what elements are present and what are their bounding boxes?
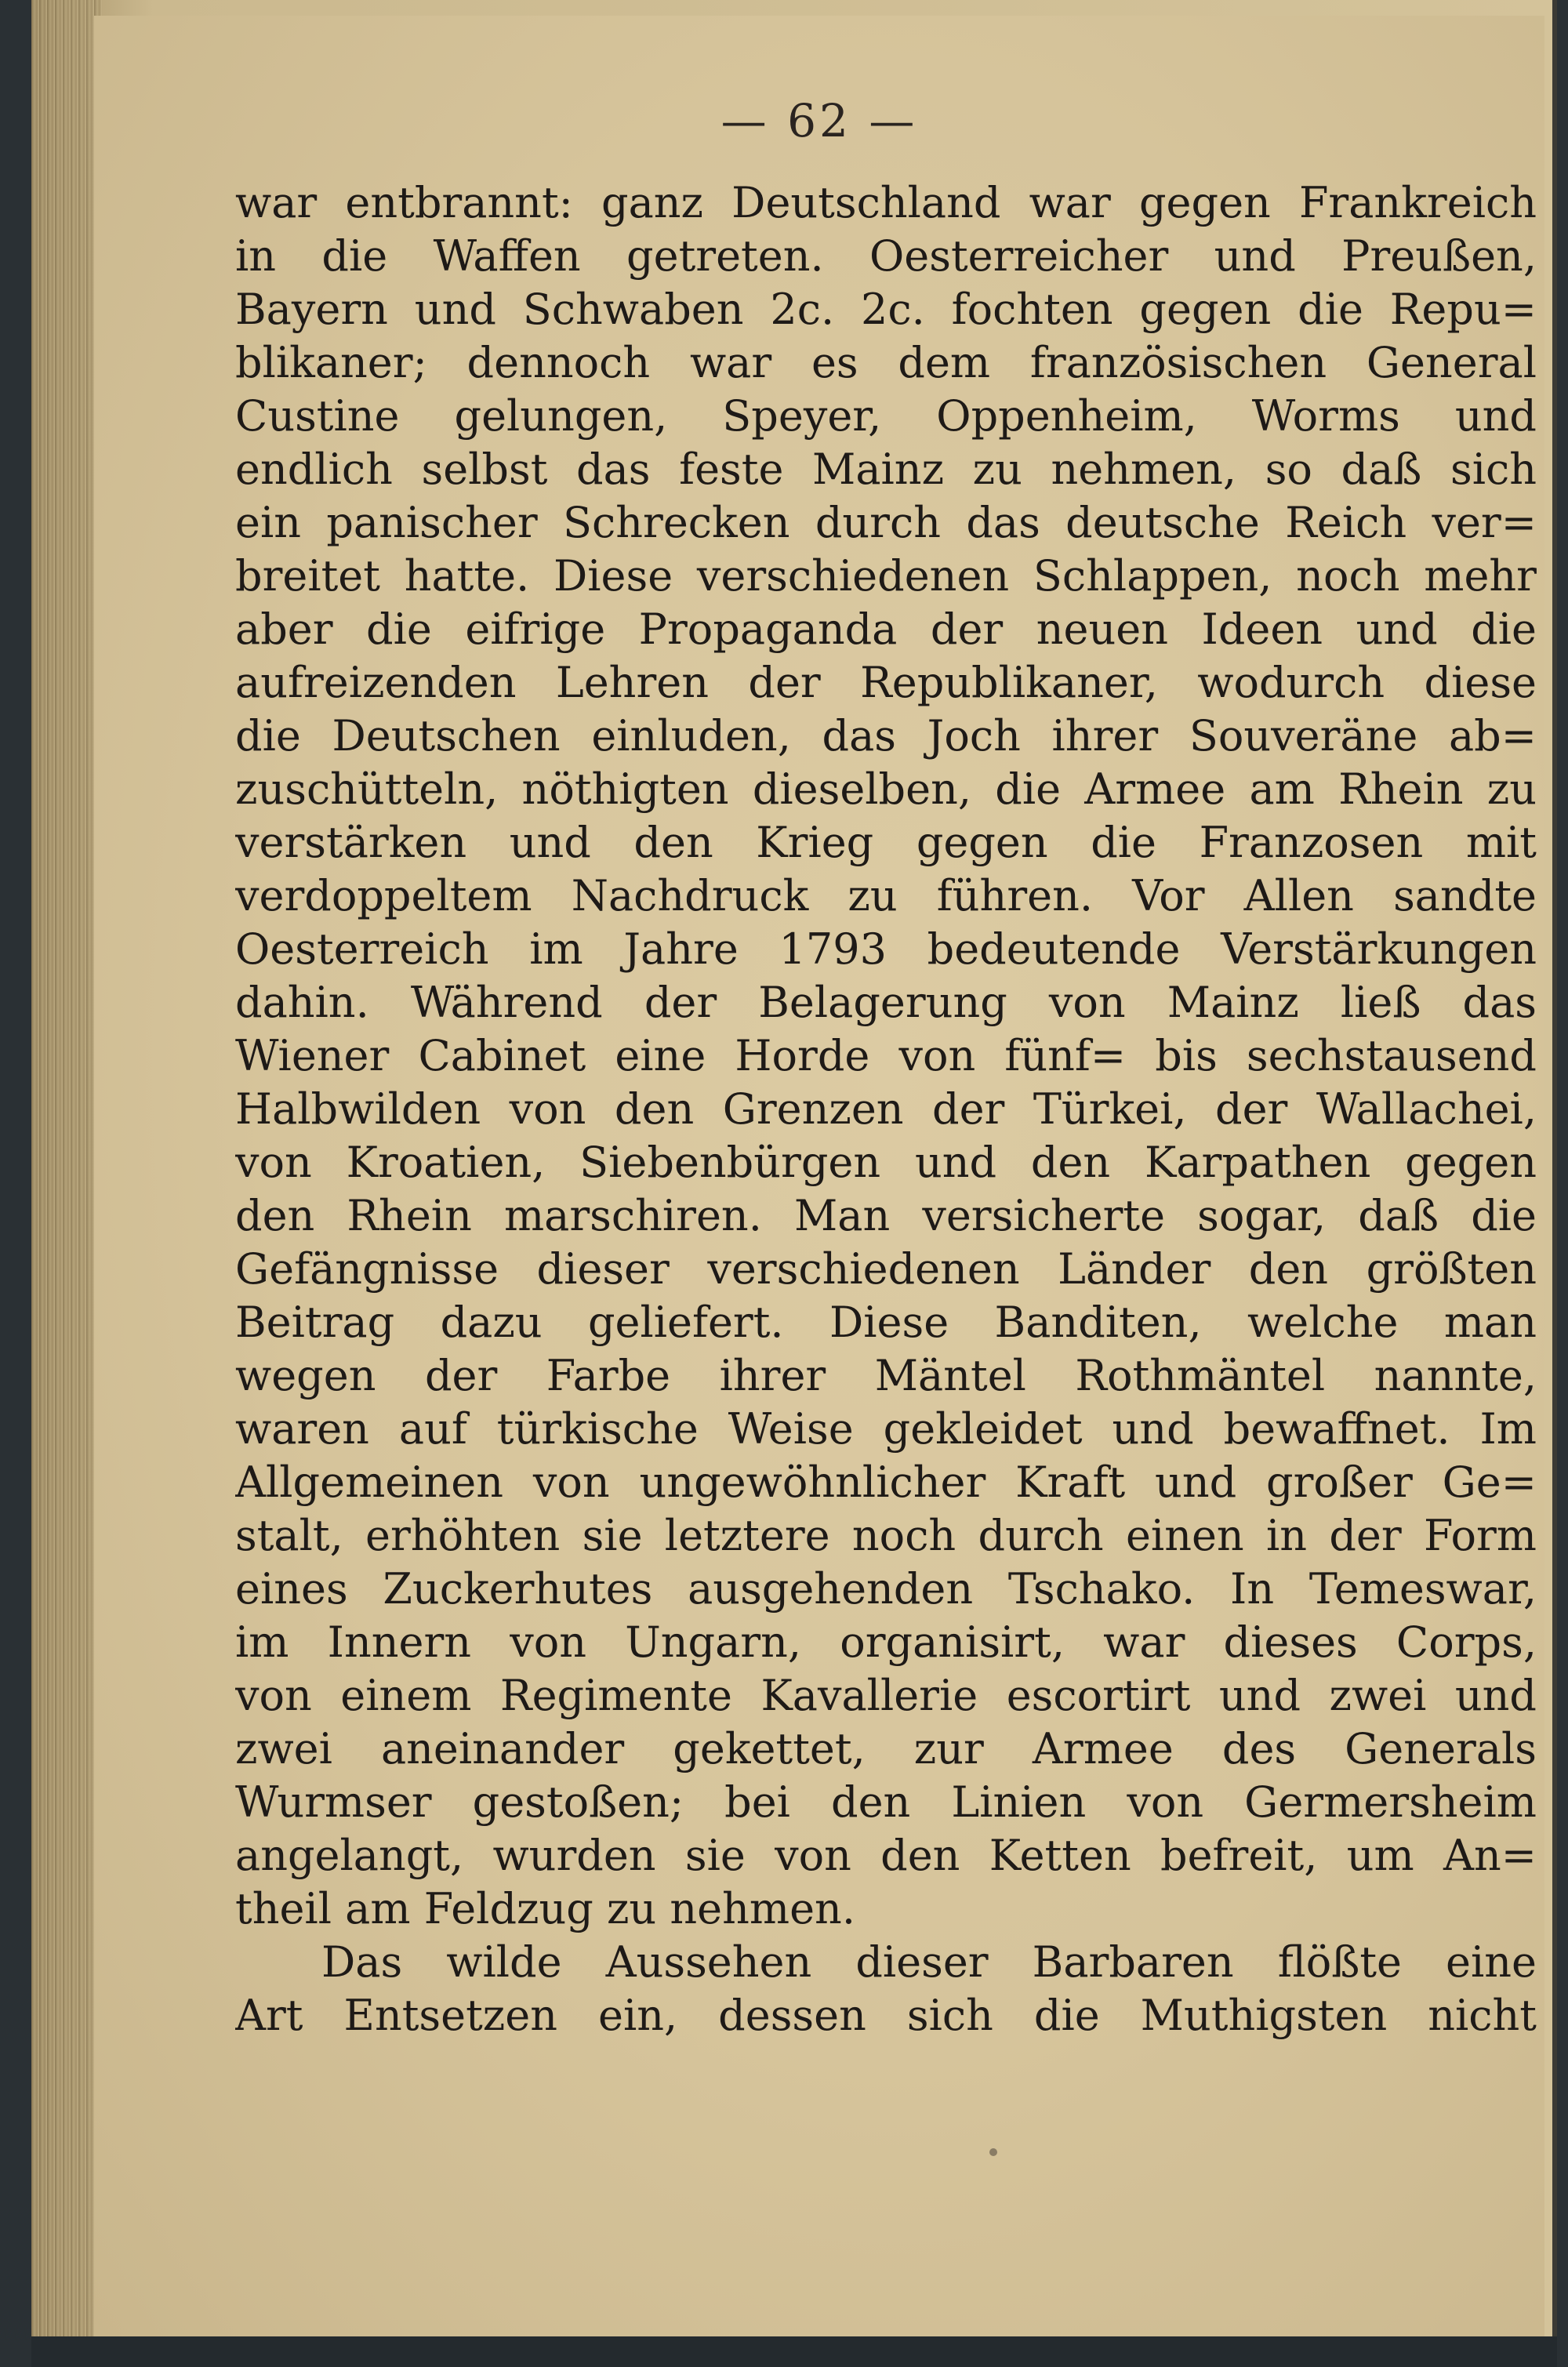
text-line: waren auf türkische Weise gekleidet und bewaffnet. Im xyxy=(235,1404,1537,1454)
text-line: Oesterreich im Jahre 1793 bedeutende Verstärkungen xyxy=(235,924,1537,974)
text-line: verstärken und den Krieg gegen die Franzosen mit xyxy=(235,818,1537,867)
text-line: Allgemeinen von ungewöhnlicher Kraft und großer Ge= xyxy=(235,1458,1537,1507)
text-line: Gefängnisse dieser verschiedenen Länder den größten xyxy=(235,1244,1537,1294)
text-line: Art Entsetzen ein, dessen sich die Muthigsten nicht xyxy=(235,1991,1537,2040)
text-line: stalt, erhöhten sie letztere noch durch einen in der Form xyxy=(235,1511,1537,1560)
text-line: Halbwilden von den Grenzen der Türkei, der Wallachei, xyxy=(235,1084,1537,1134)
text-line: in die Waffen getreten. Oesterreicher und Preußen, xyxy=(235,231,1537,281)
scan-bottom-edge xyxy=(31,2336,1557,2367)
text-line: wegen der Farbe ihrer Mäntel Rothmäntel nannte, xyxy=(235,1351,1537,1400)
text-line: theil am Feldzug zu nehmen. xyxy=(235,1884,855,1933)
text-line: breitet hatte. Diese verschiedenen Schlappen, noch mehr xyxy=(235,551,1537,601)
text-line: von Kroatien, Siebenbürgen und den Karpathen gegen xyxy=(235,1138,1537,1187)
text-line: aber die eifrige Propaganda der neuen Ideen und die xyxy=(235,604,1537,654)
text-line: Custine gelungen, Speyer, Oppenheim, Worms und xyxy=(235,391,1537,441)
text-line: endlich selbst das feste Mainz zu nehmen, so daß sich xyxy=(235,445,1537,494)
body-text xyxy=(235,176,1537,2042)
text-line: die Deutschen einluden, das Joch ihrer Souveräne ab= xyxy=(235,711,1537,761)
text-line: Wurmser gestoßen; bei den Linien von Germersheim xyxy=(235,1777,1537,1827)
text-line: aufreizenden Lehren der Republikaner, wodurch diese xyxy=(235,658,1537,707)
text-line: angelangt, wurden sie von den Ketten befreit, um An= xyxy=(235,1831,1537,1880)
text-line: im Innern von Ungarn, organisirt, war dieses Corps, xyxy=(235,1617,1537,1667)
text-line: verdoppeltem Nachdruck zu führen. Vor Allen sandte xyxy=(235,871,1537,920)
paragraph-first-line: Das wilde Aussehen dieser Barbaren flößte eine xyxy=(321,1937,1537,1987)
text-line: Beitrag dazu geliefert. Diese Banditen, welche man xyxy=(235,1298,1537,1347)
ink-speck xyxy=(989,2148,997,2156)
page-edges xyxy=(31,0,102,2352)
text-line: zuschütteln, nöthigten dieselben, die Armee am Rhein zu xyxy=(235,764,1537,814)
text-line: zwei aneinander gekettet, zur Armee des Generals xyxy=(235,1724,1537,1773)
page-number: — 62 — xyxy=(720,94,918,147)
text-line: ein panischer Schrecken durch das deutsche Reich ver= xyxy=(235,498,1537,547)
text-line: blikaner; dennoch war es dem französischen General xyxy=(235,338,1537,387)
text-line: eines Zuckerhutes ausgehenden Tschako. In Temeswar, xyxy=(235,1564,1537,1614)
text-line: dahin. Während der Belagerung von Mainz ließ das xyxy=(235,978,1537,1027)
text-line: den Rhein marschiren. Man versicherte sogar, daß die xyxy=(235,1191,1537,1240)
text-line: Wiener Cabinet eine Horde von fünf= bis sechstausend xyxy=(235,1031,1537,1080)
text-line: Bayern und Schwaben 2c. 2c. fochten gegen die Repu= xyxy=(235,285,1537,334)
text-line: von einem Regimente Kavallerie escortirt und zwei und xyxy=(235,1671,1537,1720)
text-line: war entbrannt: ganz Deutschland war gegen Frankreich xyxy=(235,178,1537,227)
